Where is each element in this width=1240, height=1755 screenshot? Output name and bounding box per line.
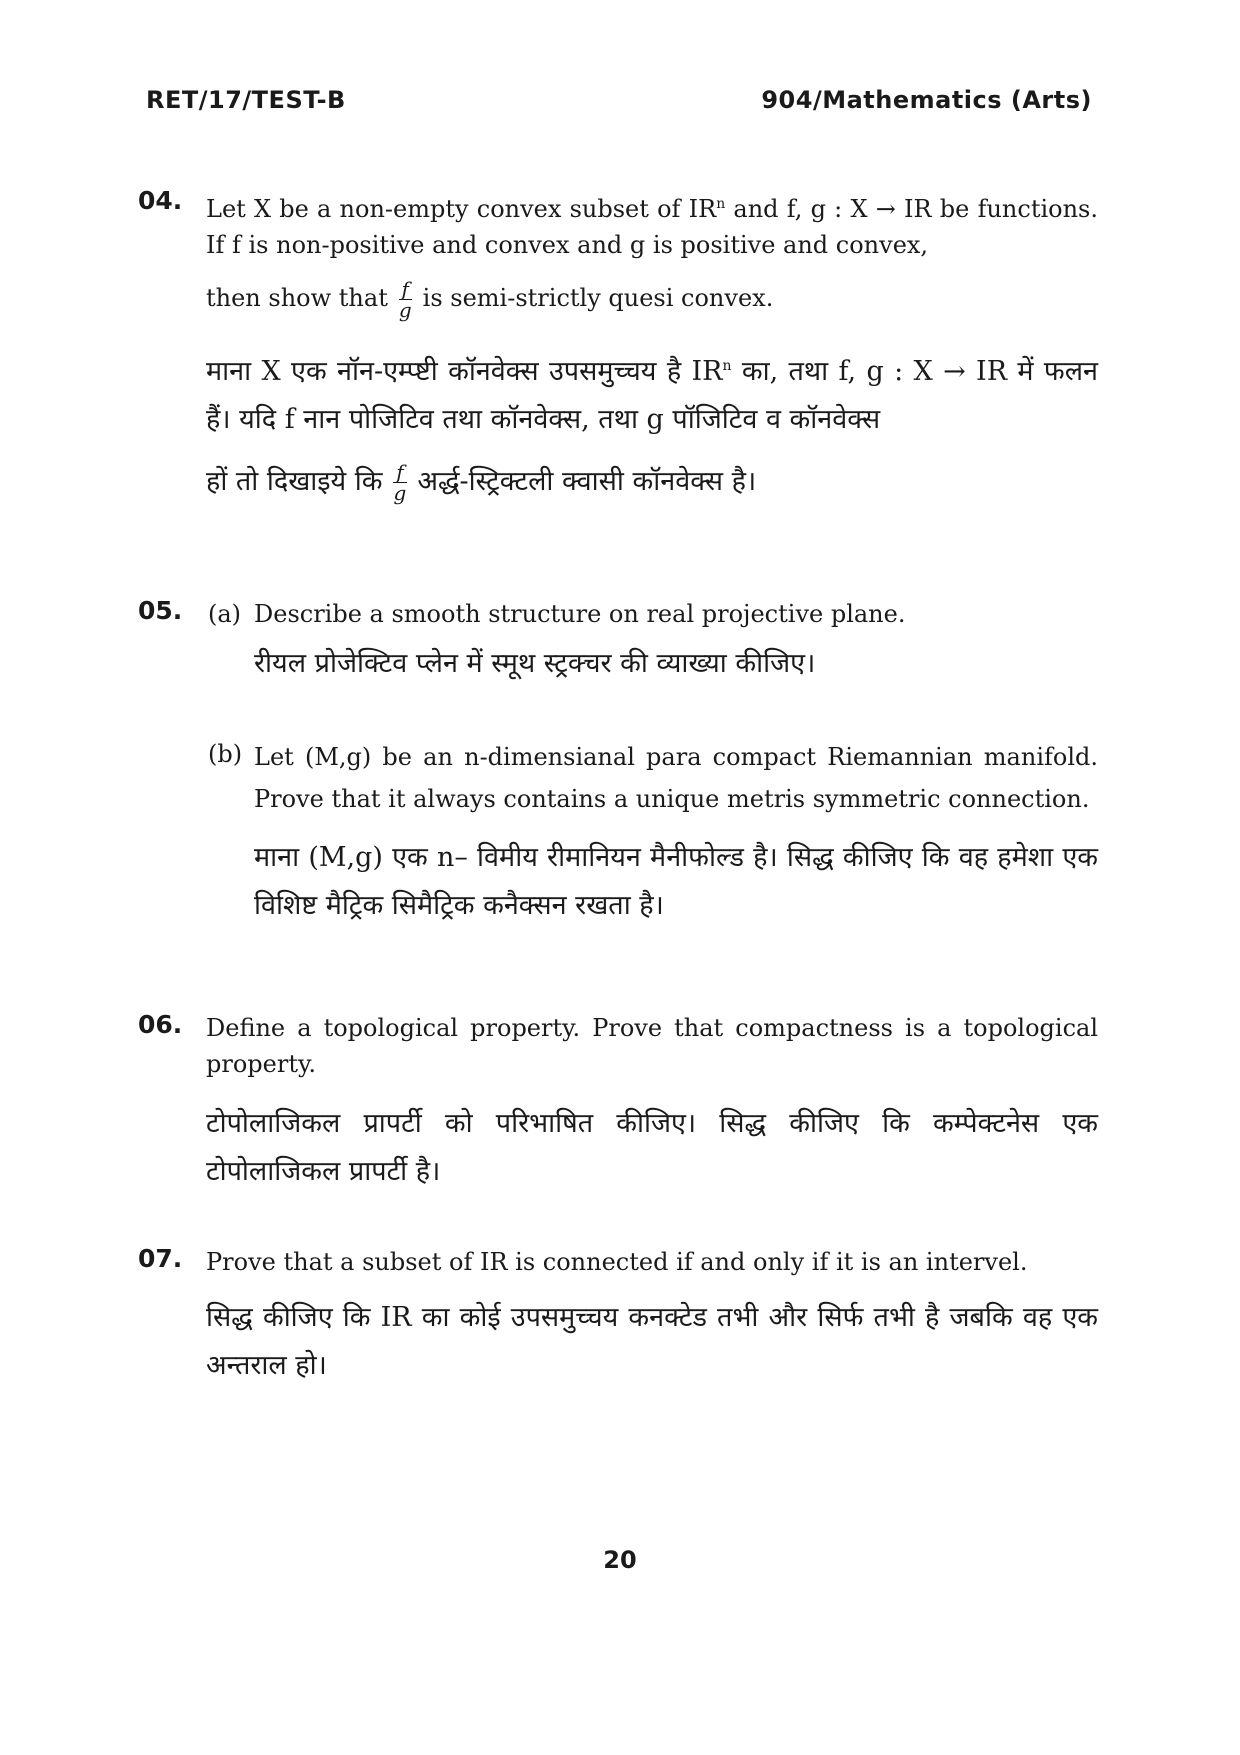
question-body	[206, 1244, 1098, 1390]
question-text-en: Prove that a subset of IR is connected if and only if it is an intervel.	[206, 1248, 1028, 1276]
text-segment: का, तथा f, g : X → IR में फलन हैं। यदि f नान पोजिटिव तथा कॉनवेक्स, तथा g पॉजिटिव व कॉनवेक्स	[206, 356, 1098, 435]
question-number: 04.	[138, 186, 183, 215]
question-text-en	[206, 186, 1098, 263]
text-segment: अर्द्ध-स्ट्रिक्टली क्वासी कॉनवेक्स है।	[417, 466, 757, 497]
question-body	[206, 1010, 1098, 1196]
fraction-numerator: f	[399, 279, 412, 300]
superscript: n	[722, 358, 732, 374]
sub-question-label: (b)	[208, 740, 243, 768]
question-text-en: Describe a smooth structure on real projective plane.	[254, 600, 906, 628]
sub-question-body	[254, 596, 1098, 688]
text-segment: then show that	[206, 284, 388, 312]
question-text-hi: सिद्ध कीजिए कि IR का कोई उपसमुच्चय कनक्टेड तभी और सिर्फ तभी है जबकि वह एक अन्तराल हो।	[206, 1302, 1098, 1381]
paper-code: RET/17/TEST-B	[146, 86, 346, 114]
question-number: 06.	[138, 1010, 183, 1039]
text-segment: Let X be a non-empty convex subset of IR	[206, 195, 717, 223]
sub-question-body	[254, 736, 1098, 930]
page-number: 20	[603, 1546, 637, 1574]
fraction-numerator: f	[393, 462, 406, 483]
question-text-hi-line2	[206, 458, 1098, 506]
text-segment: and f, g : X → IR be functions. If f is non-positive and convex and g is positive and convex,	[206, 195, 1098, 259]
question-text-hi	[206, 342, 1098, 444]
text-segment: हों तो दिखाइये कि	[206, 466, 383, 497]
sub-question-label: (a)	[208, 600, 242, 628]
text-segment: is semi-strictly quesi convex.	[422, 284, 774, 312]
question-text-hi: माना (M,g) एक n– विमीय रीमानियन मैनीफोल्ड है। सिद्ध कीजिए कि वह हमेशा एक विशिष्ट मैट्रिक सिमैट्रिक कनैक्सन रखता है।	[254, 842, 1098, 921]
fraction-denominator: g	[398, 298, 412, 322]
question-number: 07.	[138, 1244, 183, 1273]
text-segment: माना X एक नॉन-एम्प्ष्टी कॉनवेक्स उपसमुच्चय है IR	[206, 356, 723, 387]
question-text-en: Define a topological property. Prove that compactness is a topological property.	[206, 1014, 1098, 1078]
subject-title: 904/Mathematics (Arts)	[761, 86, 1092, 114]
fraction-denominator: g	[393, 481, 407, 505]
superscript: n	[716, 196, 726, 212]
question-text-hi: टोपोलाजिकल प्रापर्टी को परिभाषित कीजिए। सिद्ध कीजिए कि कम्पेक्टनेस एक टोपोलाजिकल प्रापर्टी है।	[206, 1108, 1098, 1187]
question-number: 05.	[138, 596, 183, 625]
question-text-en-line2	[206, 279, 1098, 320]
fraction-f-over-g	[391, 462, 410, 503]
question-text-hi: रीयल प्रोजेक्टिव प्लेन में स्मूथ स्ट्रक्चर की व्याख्या कीजिए।	[254, 648, 816, 679]
question-text-en: Let (M,g) be an n-dimensianal para compact Riemannian manifold. Prove that it always contains a unique metris symmetric connection.	[254, 743, 1098, 813]
question-body	[206, 186, 1098, 506]
fraction-f-over-g	[396, 279, 415, 320]
